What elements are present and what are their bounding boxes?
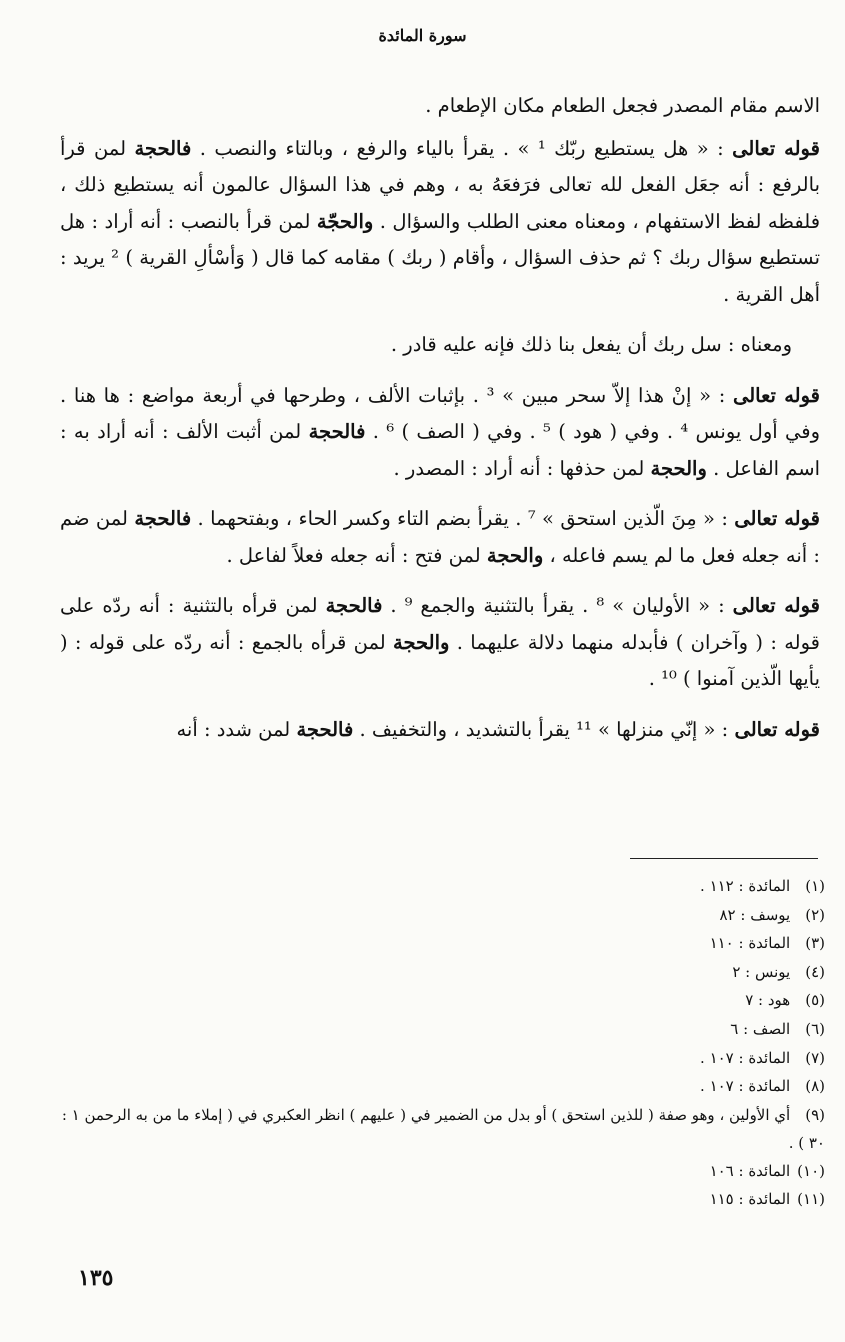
- footnote-item: (٩) أي الأولين ، وهو صفة ( للذين استحق ) أو بدل من الضمير في ( عليهم ) انظر العكبري في ( إملاء ما من به الرحمن ١ : ٣٠ ) .: [61, 1105, 825, 1152]
- paragraph-2: قوله تعالى : « هل يستطيع ربّك ¹ » . يقرأ بالياء والرفع ، وبالتاء والنصب . فالحجة لمن قرأ بالرفع : أنه جعَل الفعل لله تعالى فرَفعَهُ به ، وهم في هذا السؤال عالمون أنه يستطيع ذلك ، فلفظه لفظ الاستفهام ، ومعناه معنى الطلب والسؤال . والحجّة لمن قرأ بالنصب : أنه أراد : هل تستطيع سؤال ربك ؟ ثم حذف السؤال ، وأقام ( ربك ) مقامه كما قال ( وَأسْألِ القرية ) ² يريد : أهل القرية .: [60, 136, 821, 306]
- paragraph-7: قوله تعالى : « إنّي منزلها » ¹¹ يقرأ بالتشديد ، والتخفيف . فالحجة لمن شدد : أنه: [176, 717, 820, 741]
- footnote-item: (٧) المائدة : ١٠٧ .: [700, 1048, 825, 1067]
- footnote-item: (٨) المائدة : ١٠٧ .: [700, 1077, 825, 1096]
- footnote-item: (٢) يوسف : ٨٢: [719, 905, 825, 924]
- footnote-item: (٦) الصف : ٦: [730, 1019, 825, 1038]
- footnote-item: (٣) المائدة : ١١٠: [709, 934, 825, 953]
- paragraph-4: قوله تعالى : « إنْ هذا إلاّ سحر مبين » ³ . بإثبات الألف ، وطرحها في أربعة مواضع : ها هنا . وفي أول يونس ⁴ . وفي ( هود ) ⁵ . وفي ( الصف ) ⁶ . فالحجة لمن أثبت الألف : أنه أراد به : اسم الفاعل . والحجة لمن حذفها : أنه أراد : المصدر .: [60, 383, 820, 480]
- verse-lead: قوله تعالى: [732, 594, 820, 617]
- page-header: [0, 26, 845, 45]
- paragraph-1: الاسم مقام المصدر فجعل الطعام مكان الإطعام .: [425, 94, 820, 117]
- verse-lead: قوله تعالى: [734, 507, 820, 530]
- paragraph-3: ومعناه : سل ربك أن يفعل بنا ذلك فإنه عليه قادر .: [390, 333, 792, 356]
- paragraph-5: قوله تعالى : « مِنَ الّذين استحق » ⁷ . يقرأ بضم التاء وكسر الحاء ، وبفتحهما . فالحجة لمن ضم : أنه جعله فعل ما لم يسم فاعله ، والحجة لمن فتح : أنه جعله فعلاً لفاعل .: [60, 507, 820, 567]
- footnote-item: (١) المائدة : ١١٢ .: [700, 877, 825, 895]
- footnote-item: (٥) هود : ٧: [745, 991, 825, 1010]
- footnotes: [60, 872, 825, 1214]
- surah-title: سورة المائدة: [378, 26, 467, 45]
- paragraph-6: قوله تعالى : « الأوليان » ⁸ . يقرأ بالتثنية والجمع ⁹ . فالحجة لمن قرأه بالتثنية : أنه ردّه على قوله : ( وآخران ) فأبدله منهما دلالة عليهما . والحجة لمن قرأه بالجمع : أنه ردّه على قوله : ( يأيها الّذين آمنوا ) ¹⁰ .: [60, 594, 820, 690]
- verse-lead: قوله تعالى: [732, 136, 820, 160]
- verse-lead: قوله تعالى: [734, 717, 820, 741]
- verse-lead: قوله تعالى: [732, 383, 820, 407]
- page-number: ١٣٥: [78, 1265, 114, 1291]
- main-text: [60, 88, 820, 762]
- footnote-item: (١٠) المائدة : ١٠٦: [709, 1161, 825, 1180]
- footnote-item: (٤) يونس : ٢: [732, 962, 825, 981]
- footnote-item: (١١) المائدة : ١١٥: [709, 1190, 825, 1209]
- footnote-divider: [630, 858, 818, 859]
